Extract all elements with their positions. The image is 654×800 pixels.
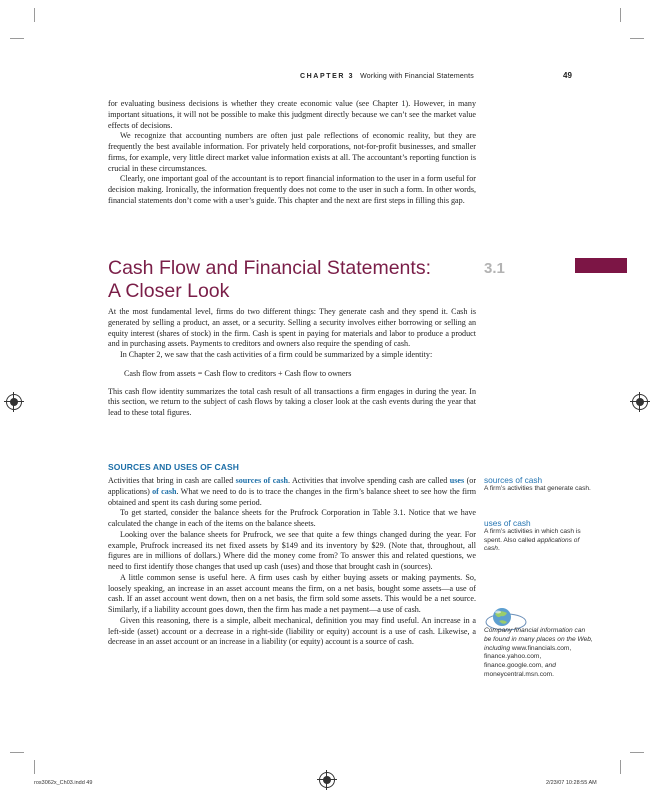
paragraph: We recognize that accounting numbers are often just pale reflections of economic reality, but they are frequently the best available information. For privately held corporations, not-for-profit businesses, and smaller firms, for example, very little direct market value information exists at all. The accountant’s reporting function is crucial in these circumstances. [108,131,476,173]
crop-mark [10,752,24,753]
page-number: 49 [563,71,572,80]
intro-text [108,99,476,207]
crop-mark [630,752,644,753]
key-term: uses [449,476,465,485]
section-title-line: A Closer Look [108,279,230,302]
text-run: . Activities that involve spending cash are called [288,476,450,485]
text-run: A firm’s activities in which cash is spent. Also called [484,528,581,544]
paragraph: A little common sense is useful here. A firm uses cash by either buying assets or making payments. So, loosely speaking, an increase in an asset account means the firm, on a net basis, bought some assets—a use of cash. If an asset account went down, then on a net basis, the firm sold some assets. This would be a net source. Similarly, if a liability account goes down, then the firm has made a net payment—a use of cash. [108,572,476,614]
file-slug: ros3062x_Ch03.indd 49 [34,780,93,786]
glossary-term: uses of cash [484,518,531,528]
running-header [300,73,474,80]
chapter-title: Working with Financial Statements [360,73,474,80]
web-side-note [484,627,594,680]
paragraph: Clearly, one important goal of the accountant is to report financial information to the user in a form useful for decision making. Ironically, the information frequently does not come to the user in such a form. In other words, financial statements don’t come with a user’s guide. This chapter and the next are first steps in filling this gap. [108,174,476,205]
glossary-definition [484,528,594,554]
glossary-entry [484,518,594,554]
text-run: . [497,545,500,553]
sources-uses-text [108,476,476,648]
cash-flow-identity: Cash flow from assets = Cash flow to creditors + Cash flow to owners [124,368,352,378]
paragraph: Looking over the balance sheets for Prufrock, we see that quite a few things changed during the year. For example, Prufrock increased its net fixed assets by $149 and its inventory by $29. (Note that, throughout, all figures are in millions of dollars.) Where did the money come from? To answer this and related questions, we need to first identify those changes that used up cash (uses) and those that brought cash in (sources). [108,529,476,571]
print-timestamp: 2/23/07 10:28:55 AM [546,780,597,786]
key-term: of cash [152,486,177,496]
paragraph: for evaluating business decisions is whether they create economic value (see Chapter 1). However, in many important situations, it will not be possible to make this judgment directly because we can’t see the market value effects of decisions. [108,99,476,130]
crop-mark [10,38,24,39]
crop-mark [620,8,621,22]
crop-mark [34,8,35,22]
text-run: Activities that bring in cash are called [108,476,236,485]
registration-mark-icon [632,394,648,410]
paragraph: Given this reasoning, there is a simple, albeit mechanical, definition you may find useful. An increase in a left-side (asset) account or a decrease in a right-side (liability or equity) account is a use of cash. Likewise, a decrease in an asset account or an increase in a liability (or equity) account is a source of cash. [108,615,476,647]
glossary-term: sources of cash [484,475,543,485]
subsection-heading: SOURCES AND USES OF CASH [108,462,240,472]
paragraph: To get started, consider the balance sheets for the Prufrock Corporation in Table 3.1. Notice that we have calculated the change in each of the items on the balance sheets. [108,508,476,528]
paragraph: In Chapter 2, we saw that the cash activities of a firm could be summarized by a simple identity: [120,350,433,359]
key-term: sources of cash [235,476,288,485]
registration-mark-icon [6,394,22,410]
side-note-sites: www.financials.com, finance.yahoo.com, finance.google.com, [484,644,572,670]
side-note-text: Company financial information can be found in many places on the Web, including [484,627,593,652]
registration-mark-icon [319,772,335,788]
section-title [108,257,468,302]
crop-mark [34,760,35,774]
crop-mark [620,760,621,774]
side-note-and: and [544,662,556,670]
text-run: applications of cash [484,536,580,553]
text-run: (or applications) [108,476,477,496]
section-marker-bar [575,258,627,273]
text-run: . What we need to do is to trace the changes in the firm’s balance sheet to see how the firm obtained and spent its cash during some period. [108,486,476,507]
paragraph [108,476,476,508]
side-note-site: moneycentral.msn.com. [484,670,554,678]
paragraph: At the most fundamental level, firms do two different things: They generate cash and they spend it. Cash is generated by selling a product, an asset, or a security. Selling a security involves either borrowing or selling an equity interest (shares of stock) in the firm. Cash is spent in paying for materials and labor to produce a product and in purchasing assets. Payments to creditors and owners also require the spending of cash. [108,307,476,349]
chapter-label: CHAPTER 3 [300,73,355,80]
glossary-entry [484,475,594,494]
paragraph: This cash flow identity summarizes the total cash result of all transactions a firm engages in during the year. In this section, we return to the subject of cash flows by taking a closer look at the cash events during the year that lead to these total figures. [108,386,476,417]
glossary-definition: A firm’s activities that generate cash. [484,485,591,492]
section-number: 3.1 [484,260,505,277]
section-text [108,307,476,419]
section-title-line: Cash Flow and Financial Statements: [108,257,431,279]
crop-mark [630,38,644,39]
